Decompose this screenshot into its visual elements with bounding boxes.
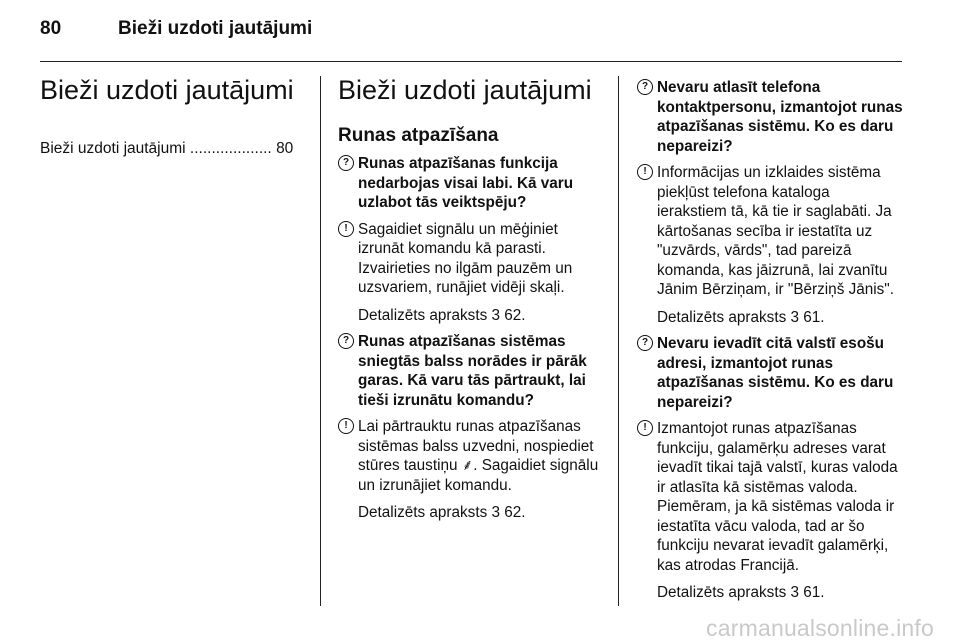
toc-entry[interactable]: [40, 140, 308, 158]
toc-dots: ...................: [189, 140, 272, 157]
toc-label: Bieži uzdoti jautājumi: [40, 140, 186, 157]
detail-reference: Detalizēts apraksts 3 62.: [358, 504, 526, 521]
answer-icon: !: [338, 418, 354, 434]
question-text: Runas atpazīšanas funkcija nedarbojas visai labi. Kā varu uzlabot tās veiktspēju?: [358, 155, 574, 211]
right-column: [637, 78, 903, 603]
running-title: Bieži uzdoti jautājumi: [118, 18, 313, 39]
question-icon: ?: [637, 335, 653, 351]
answer-item: [338, 220, 600, 298]
column-divider-left: [320, 76, 321, 606]
detail-reference: Detalizēts apraksts 3 61.: [657, 308, 825, 326]
left-column: [40, 72, 308, 158]
header-rule: [40, 61, 902, 62]
left-heading: Bieži uzdoti jautājumi: [40, 75, 294, 105]
page-number: 80: [40, 18, 62, 39]
question-item: [338, 332, 600, 410]
answer-item: [637, 419, 903, 575]
question-text: Nevaru ievadīt citā valstī esošu adresi, izmantojot runas atpazīšanas sistēmu. Ko es daru nepareizi?: [657, 335, 894, 411]
answer-text: Informācijas un izklaides sistēma piekļūst telefona kataloga ierakstiem tā, kā tie ir saglabāti. Ja kārtošanas secība ir iestatīta uz "uzvārds, vārds", tad pareizā komanda, kas jāizrunā, lai zvanītu Jānim Bērziņam, ir "Bērziņš Jānis".: [657, 164, 894, 298]
answer-icon: !: [637, 420, 653, 436]
page-header: [0, 0, 960, 62]
question-text: Nevaru atlasīt telefona kontaktpersonu, izmantojot runas atpazīšanas sistēmu. Ko es daru nepareizi?: [657, 79, 903, 155]
watermark: carmanualsonline.info: [706, 615, 934, 641]
question-item: [637, 78, 903, 156]
answer-icon: !: [637, 164, 653, 180]
detail-reference: Detalizēts apraksts 3 62.: [358, 306, 526, 324]
question-item: [637, 334, 903, 412]
answer-icon: !: [338, 221, 354, 237]
answer-item: [338, 417, 600, 495]
question-icon: ?: [338, 155, 354, 171]
question-text: Runas atpazīšanas sistēmas sniegtās balss norādes ir pārāk garas. Kā varu tās pārtraukt, lai tieši izrunātu komandu?: [358, 333, 587, 409]
question-icon: ?: [637, 79, 653, 95]
answer-text: Izmantojot runas atpazīšanas funkciju, galamērķu adreses varat ievadīt tikai tajā valstī, kuras valoda ir atlasīta kā sistēmas valoda. Piemēram, ja kā sistēmas valoda ir iestatīta vācu valoda, tad ar šo funkciju nevarat ievadīt galamērķi, kas atrodas Francijā.: [657, 420, 898, 574]
answer-text: Sagaidiet signālu un mēģiniet izrunāt komandu kā parasti. Izvairieties no ilgām pauzēm un uzsvariem, runājiet vidēji skaļi.: [358, 220, 573, 296]
answer-text: Lai pārtrauktu runas atpazīšanas sistēmas balss uzvedni, nospiediet stūres taustiņu ⸙. Sagaidiet signālu un izrunājiet komandu.: [358, 418, 599, 494]
column-divider-right: [618, 76, 619, 606]
middle-heading: Bieži uzdoti jautājumi: [338, 75, 592, 105]
detail-reference: Detalizēts apraksts 3 61.: [657, 584, 825, 601]
middle-column: [338, 72, 600, 523]
answer-item: [637, 163, 903, 300]
question-item: [338, 154, 600, 213]
section-subheading: Runas atpazīšana: [338, 125, 499, 146]
question-icon: ?: [338, 333, 354, 349]
toc-page: 80: [276, 140, 294, 157]
